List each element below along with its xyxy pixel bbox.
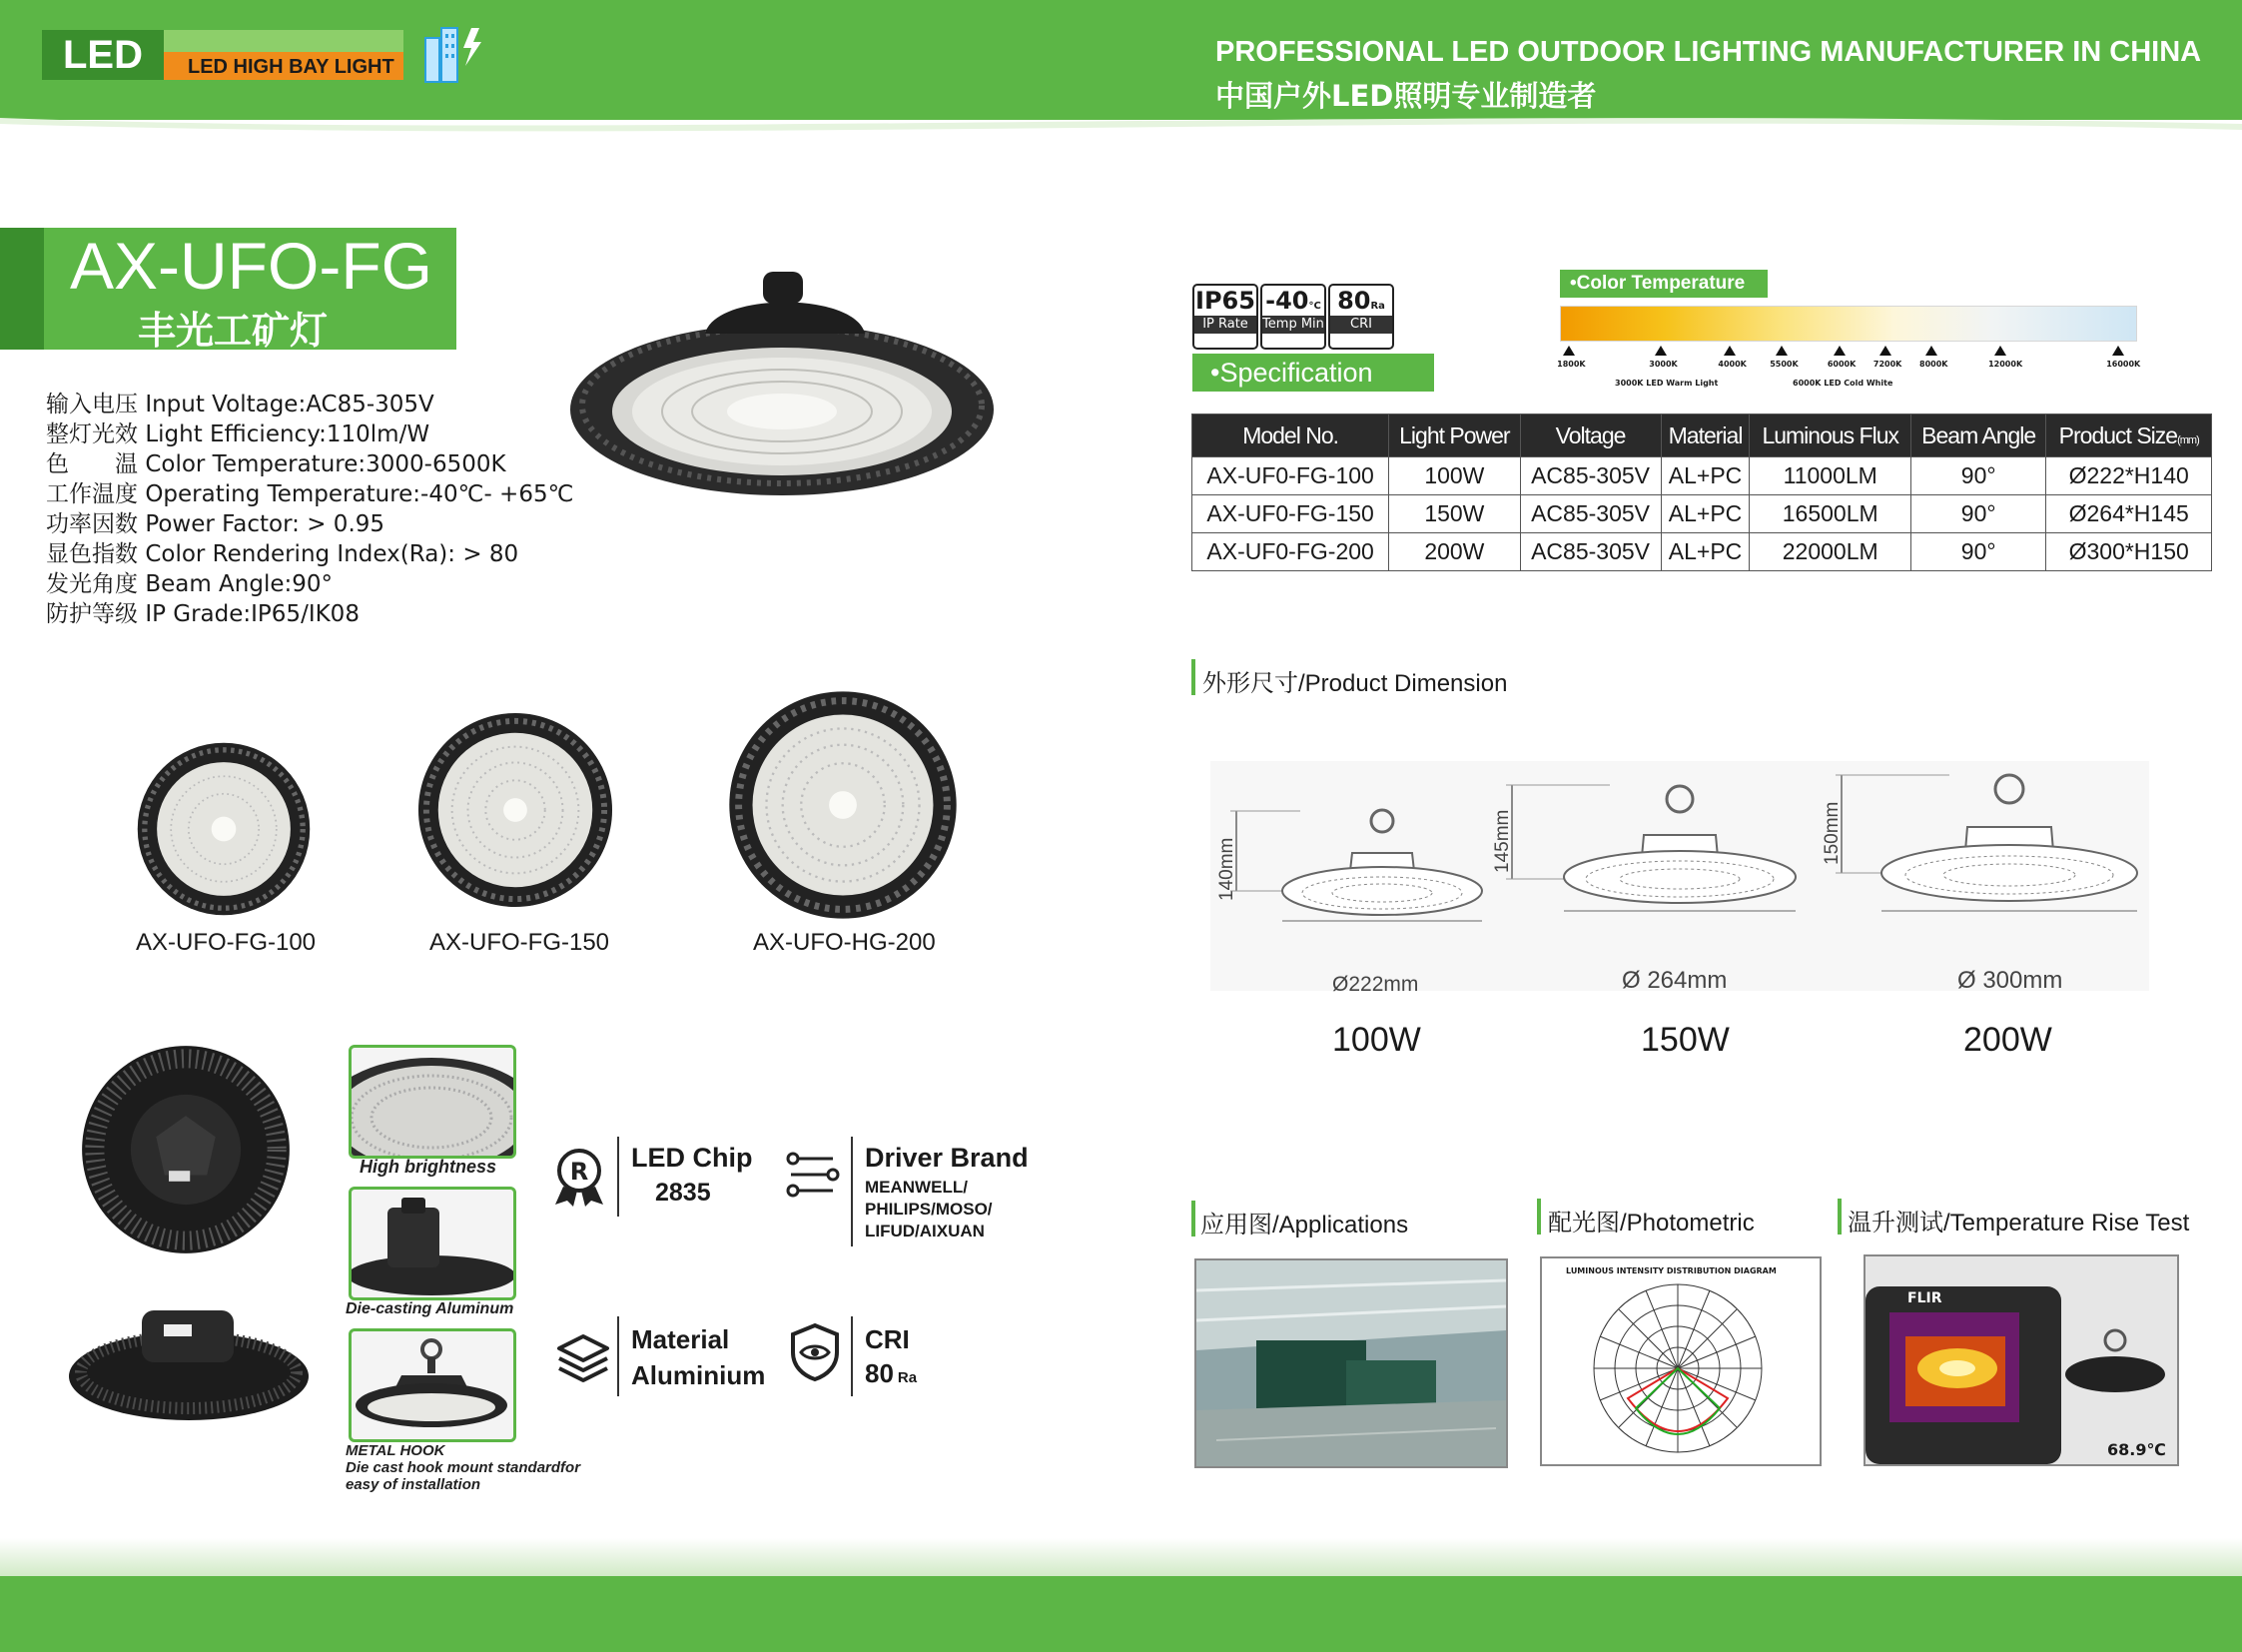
ct-tick-marker (1925, 346, 1937, 356)
height-label-100: 140mm (1216, 837, 1237, 901)
product-hero-image (565, 262, 999, 497)
cri-title: CRI (865, 1324, 910, 1354)
section-marker (1537, 1199, 1541, 1235)
diameter-label-150: Ø 264mm (1622, 967, 1728, 994)
variant-image-100 (136, 741, 312, 917)
feature-brightness-caption: High brightness (360, 1157, 497, 1177)
flir-logo: FLIR (1907, 1290, 1942, 1306)
cell: 100W (1389, 457, 1520, 495)
photometric-title: 配光图/Photometric (1548, 1210, 1755, 1237)
col-model: Model No. (1192, 414, 1389, 457)
cell: AX-UF0-FG-200 (1192, 533, 1389, 571)
section-marker (1191, 1201, 1195, 1237)
table-row (1192, 495, 2212, 533)
spec-en: Light Efficiency:110lm/W (145, 421, 430, 447)
watt-label-200: 200W (1963, 1021, 2052, 1059)
cold-white-note: 6000K LED Cold White (1793, 379, 1893, 388)
building-icon (419, 24, 489, 86)
feature-diecast-image (349, 1187, 516, 1300)
height-label-200: 150mm (1822, 801, 1843, 865)
title-accent (0, 228, 44, 350)
color-temperature-label: •Color Temperature (1560, 270, 1768, 298)
ct-tick-marker (2112, 346, 2124, 356)
photometric-diagram (1540, 1256, 1822, 1466)
footer-fade (0, 1538, 2242, 1578)
driver-brand: MEANWELL/ (865, 1178, 968, 1197)
ct-tick-label: 8000K (1919, 360, 1948, 369)
watt-label-100: 100W (1332, 1021, 1421, 1059)
chip-value: 2835 (655, 1179, 711, 1207)
applications-title: 应用图/Applications (1200, 1212, 1409, 1239)
ip-value: IP65 (1195, 287, 1255, 315)
warm-light-note: 3000K LED Warm Light (1615, 379, 1719, 388)
diameter-label-200: Ø 300mm (1957, 967, 2063, 994)
spec-cn: 整灯光效 (46, 421, 138, 447)
chip-title: LED Chip (631, 1143, 753, 1173)
cri-badge (1328, 284, 1394, 350)
ct-tick-marker (1879, 346, 1891, 356)
feature-diecast-caption: Die-casting Aluminum (346, 1300, 514, 1317)
dimension-title: 外形尺寸/Product Dimension (1202, 670, 1508, 697)
spec-table (1191, 413, 2212, 571)
cell: AC85-305V (1520, 533, 1661, 571)
header-wave (0, 110, 2242, 150)
cell: AL+PC (1661, 495, 1750, 533)
divider (617, 1137, 619, 1217)
feature-brightness-image (349, 1045, 516, 1159)
category-label: LED HIGH BAY LIGHT (188, 56, 394, 78)
spec-cn: 工作温度 (46, 481, 138, 507)
ct-tick-label: 16000K (2106, 360, 2141, 369)
spec-row (46, 569, 573, 599)
variant-image-150 (416, 711, 614, 909)
spec-cn: 防护等级 (46, 601, 138, 627)
ct-tick-label: 12000K (1988, 360, 2023, 369)
driver-brands (865, 1177, 993, 1242)
ct-tick-marker (1655, 346, 1667, 356)
cell: 11000LM (1750, 457, 1911, 495)
variant-label-100: AX-UFO-FG-100 (136, 929, 317, 956)
hook-desc-1: Die cast hook mount standardfor (346, 1459, 581, 1476)
temp-unit: °C (1308, 301, 1321, 312)
section-marker (1838, 1199, 1842, 1235)
ct-tick-marker (1776, 346, 1788, 356)
specification-label: •Specification (1192, 354, 1434, 392)
cell: 150W (1389, 495, 1520, 533)
ct-tick-label: 3000K (1649, 360, 1678, 369)
table-row (1192, 457, 2212, 495)
product-back-view (80, 1044, 292, 1255)
cell: 200W (1389, 533, 1520, 571)
diameter-label-100: Ø222mm (1332, 973, 1419, 996)
driver-brand: PHILIPS/MOSO/ (865, 1200, 993, 1219)
tagline-en: PROFESSIONAL LED OUTDOOR LIGHTING MANUFACTURER IN CHINA (1215, 36, 2202, 68)
spec-en: IP Grade:IP65/IK08 (145, 601, 360, 627)
cell: 90° (1910, 495, 2045, 533)
cell: Ø264*H145 (2046, 495, 2212, 533)
variant-image-200 (727, 689, 959, 921)
driver-icon (785, 1151, 841, 1199)
spec-row (46, 509, 573, 539)
divider (851, 1137, 853, 1246)
spec-cn: 发光角度 (46, 571, 138, 597)
svg-text:R: R (569, 1158, 589, 1186)
temp-test-title: 温升测试/Temperature Rise Test (1848, 1210, 2190, 1237)
photometric-chart-title: LUMINOUS INTENSITY DISTRIBUTION DIAGRAM (1566, 1266, 1777, 1275)
feature-hook-image (349, 1328, 516, 1442)
category-tag (164, 30, 403, 80)
table-row (1192, 533, 2212, 571)
cell: 90° (1910, 457, 2045, 495)
feature-hook-caption (346, 1442, 580, 1493)
col-size-label: Product Size (2058, 421, 2178, 448)
col-flux: Luminous Flux (1750, 414, 1911, 457)
application-photo (1194, 1258, 1508, 1468)
cri-badge-label: CRI (1330, 316, 1392, 334)
spec-cn: 显色指数 (46, 541, 138, 567)
hook-title: METAL HOOK (346, 1442, 445, 1459)
col-power: Light Power (1389, 414, 1520, 457)
cri-number: 80 (865, 1358, 894, 1388)
dimension-drawings (1210, 761, 2149, 991)
product-model: AX-UFO-FG (70, 229, 432, 303)
spec-row (46, 390, 573, 419)
cell: AC85-305V (1520, 495, 1661, 533)
col-material: Material (1661, 414, 1750, 457)
watt-label-150: 150W (1641, 1021, 1730, 1059)
cell: Ø300*H150 (2046, 533, 2212, 571)
variant-label-150: AX-UFO-FG-150 (429, 929, 610, 956)
ct-tick-marker (1834, 346, 1846, 356)
ip-label: IP Rate (1194, 316, 1256, 334)
cell: 90° (1910, 533, 2045, 571)
ct-tick-label: 7200K (1872, 360, 1902, 369)
variant-label-200: AX-UFO-HG-200 (753, 929, 936, 956)
cell: AL+PC (1661, 533, 1750, 571)
layers-icon (555, 1332, 611, 1384)
cri-unit: Ra (897, 1369, 918, 1386)
led-logo: LED (42, 30, 164, 80)
ct-tick-marker (1994, 346, 2006, 356)
ip-badge (1192, 284, 1258, 350)
spec-en: Power Factor: > 0.95 (145, 511, 385, 537)
height-label-150: 145mm (1492, 809, 1513, 873)
cell: AL+PC (1661, 457, 1750, 495)
temperature-reading: 68.9℃ (2107, 1440, 2166, 1459)
hook-desc-2: easy of installation (346, 1476, 481, 1493)
temp-badge (1260, 284, 1326, 350)
spec-en: Color Temperature:3000-6500K (145, 451, 506, 477)
spec-en: Beam Angle:90° (145, 571, 334, 597)
spec-en: Input Voltage:AC85-305V (145, 392, 434, 417)
spec-row (46, 539, 573, 569)
cri-value (865, 1358, 917, 1389)
cell: AX-UF0-FG-150 (1192, 495, 1389, 533)
ct-tick-label: 5500K (1770, 360, 1799, 369)
cell: Ø222*H140 (2046, 457, 2212, 495)
ct-tick-label: 6000K (1827, 360, 1857, 369)
driver-title: Driver Brand (865, 1143, 1029, 1173)
spec-row (46, 419, 573, 449)
spec-list (46, 390, 573, 629)
col-size-unit: (mm) (2177, 433, 2199, 446)
product-side-view (66, 1298, 312, 1422)
divider (851, 1316, 853, 1396)
thermal-test-photo (1864, 1254, 2179, 1466)
spec-cn: 功率因数 (46, 511, 138, 537)
certified-icon (551, 1147, 607, 1207)
divider (617, 1316, 619, 1396)
material-title: Material (631, 1324, 730, 1354)
ct-tick-label: 4000K (1718, 360, 1747, 369)
color-temperature-bar (1560, 306, 2137, 342)
driver-brand: LIFUD/AIXUAN (865, 1222, 985, 1240)
spec-row (46, 479, 573, 509)
cell: AC85-305V (1520, 457, 1661, 495)
section-marker (1191, 659, 1195, 695)
ct-tick-marker (1724, 346, 1736, 356)
col-beam: Beam Angle (1910, 414, 2045, 457)
tagline-cn: 中国户外LED照明专业制造者 (1215, 79, 1597, 113)
col-size (2046, 414, 2212, 457)
spec-cn: 输入电压 (46, 392, 138, 417)
footer-band (0, 1576, 2242, 1652)
spec-en: Operating Temperature:-40℃- +65℃ (145, 481, 574, 507)
spec-row (46, 599, 573, 629)
cri-badge-unit: Ra (1370, 301, 1385, 312)
cell: 22000LM (1750, 533, 1911, 571)
ct-tick-label: 1800K (1557, 360, 1586, 369)
spec-en: Color Rendering Index(Ra): > 80 (145, 541, 519, 567)
ct-tick-marker (1563, 346, 1575, 356)
product-name-cn: 丰光工矿灯 (138, 309, 329, 353)
temp-label: Temp Min (1262, 317, 1324, 332)
temp-value: -40 (1265, 287, 1309, 315)
spec-row (46, 449, 573, 479)
cri-badge-value: 80 (1337, 287, 1371, 315)
col-voltage: Voltage (1520, 414, 1661, 457)
spec-cn: 色 温 (46, 451, 138, 477)
shield-eye-icon (789, 1322, 841, 1382)
cell: AX-UF0-FG-100 (1192, 457, 1389, 495)
cell: 16500LM (1750, 495, 1911, 533)
material-value: Aluminium (631, 1360, 766, 1390)
